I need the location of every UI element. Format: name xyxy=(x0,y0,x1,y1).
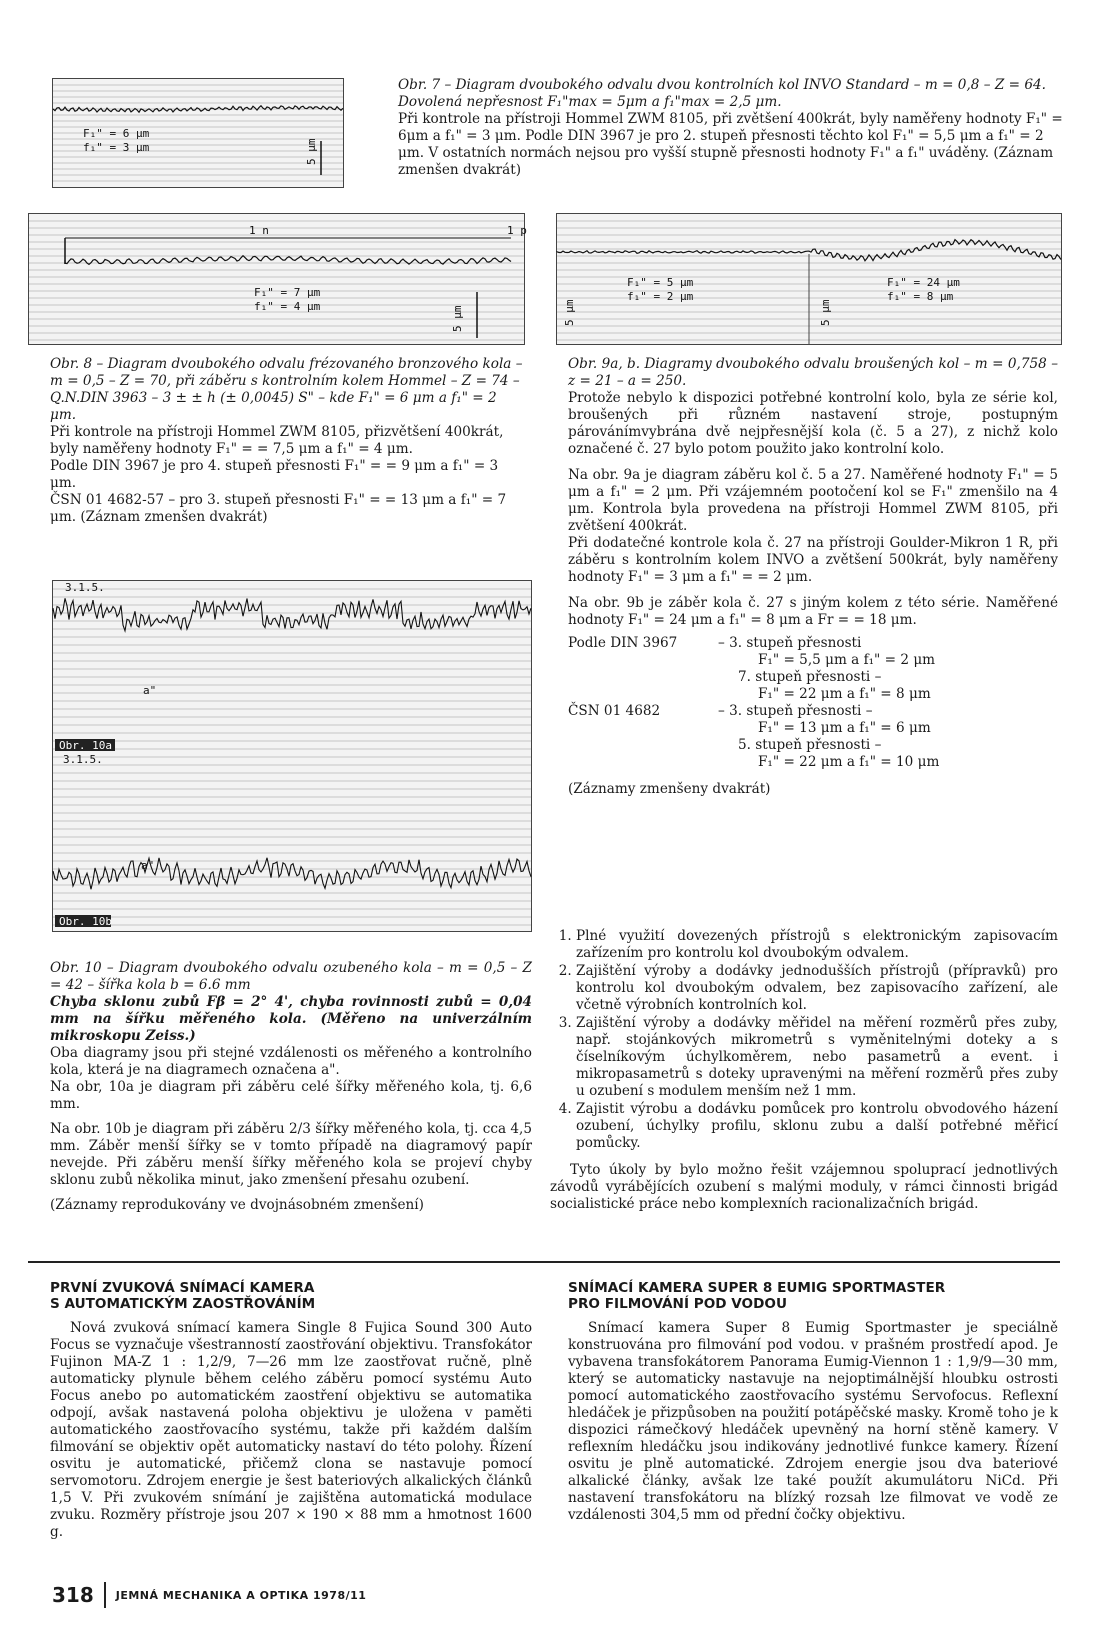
list-item: 1. Plné využití dovezených přístrojů s elektronickým zapisovacím zařízením pro kontrolu kol dvoubokým odvalem. xyxy=(576,928,1058,962)
figure-10b-a-label: a" xyxy=(141,859,155,872)
csn-grade-2-values: F₁" = 22 μm a f₁" = 10 μm xyxy=(758,754,940,770)
figure-9-chart xyxy=(557,214,1061,344)
figure-8-diagram xyxy=(28,213,525,345)
article-2-title-line-1: SNÍMACÍ KAMERA SUPER 8 EUMIG SPORTMASTER xyxy=(568,1280,946,1296)
figure-8-label-fi: F₁" = 7 μm xyxy=(254,286,321,299)
article-1-title-line-1: PRVNÍ ZVUKOVÁ SNÍMACÍ KAMERA xyxy=(50,1280,315,1296)
page-number: 318 xyxy=(52,1583,94,1607)
figure-10-text xyxy=(50,960,532,1214)
csn-grade-1-values: F₁" = 13 μm a f₁" = 6 μm xyxy=(758,720,931,736)
figure-8-caption xyxy=(50,356,525,526)
figure-8-chart xyxy=(29,214,527,344)
article-2-body: Snímací kamera Super 8 Eumig Sportmaster je speciálně konstruována pro filmování pod vodou. v prašném prostředí apod. Je vybavena transfokátorem Panorama Eumig-Viennon 1 : 1,9/9—30 mm, který se automaticky nastavuje na nejoptimálnější hloubku ostrosti pomocí automatického zaostřovacího systému Servofocus. Reflexní hledáček je přizpůsoben na použití potápěčské masky. Kromě toho je k dispozici rámečkový hledáček upevněný na horní stěně kamery. V reflexním hledáčku jsou indikovány jednotlivé funkce kamery. Řízení osvitu je plně automatické. Zdrojem energie jsou dva bateriové alkalické články, avšak lze také použít akumulátoru NiCd. Při nastavení transfokátoru na blízký rozsah lze filmovat ve vodě ze vzdálenosti 304,5 mm od přední čočky objektivu. xyxy=(568,1320,1058,1523)
figure-9-paragraph-2: Na obr. 9a je diagram záběru kol č. 5 a 27. Naměřené hodnoty F₁" = 5 μm a f₁" = 2 μm. Při vzájemném pootočení kol se F₁" zmenšilo na 4 μm. Kontrola byla provedena na přístroji Hommel ZWM 8105, při zvětšení 400krát. xyxy=(568,467,1058,534)
figure-7-label-fi: F₁" = 6 μm xyxy=(83,127,150,140)
recommendations-list xyxy=(550,928,1058,1213)
figure-10-mid-mark: 3.1.5. xyxy=(63,753,103,766)
figure-9-note: (Záznamy zmenšeny dvakrát) xyxy=(568,781,771,797)
csn-label: ČSN 01 4682 xyxy=(568,703,661,719)
article-1 xyxy=(50,1280,532,1541)
figure-8-caption-text-1: Při kontrole na přístroji Hommel ZWM 8105, přizvětšení 400krát, byly naměřeny hodnoty F₁" = = 7,5 μm a f₁" = 4 μm. xyxy=(50,424,504,457)
figure-7-label-fii: f₁" = 3 μm xyxy=(83,141,150,154)
figure-8-caption-text-3: ČSN 01 4682-57 – pro 3. stupeň přesnosti F₁" = = 13 μm a f₁" = 7 μm. (Záznam zmenšen dvakrát) xyxy=(50,492,507,525)
din-grade-1: – 3. stupeň přesnosti xyxy=(718,635,862,651)
article-1-body: Nová zvuková snímací kamera Single 8 Fujica Sound 300 Auto Focus se vyznačuje všestranností zaostřování objektivu. Transfokátor Fujinon MA-Z 1 : 1,2/9, 7—26 mm lze zaostřovat ručně, plně automaticky plynule během celého záběru pomocí systému Auto Focus anebo po automatickém zaostření objektivu se automatika odpojí, avšak nastavená poloha objektivu je uložena v paměti automatického zaostřovacího systému, takže při každém dalším filmování se objektiv opět automaticky nastaví do této polohy. Řízení osvitu je automatické, přičemž clona se nastavuje pomocí servomotoru. Zdrojem energie je šest bateriových alkalických článků 1,5 V. Při zvukovém snímání je zajištěna automatická modulace zvuku. Rozměry přístroje jsou 207 × 190 × 88 mm a hmotnost 1600 g. xyxy=(50,1320,532,1540)
csn-grade-1: – 3. stupeň přesnosti – xyxy=(718,703,873,719)
figure-8-caption-title: Obr. 8 – Diagram dvoubokého odvalu frézovaného bronzového kola – m = 0,5 – Z = 70, při záběru s kontrolním kolem Hommel – Z = 74 – Q.N.DIN 3963 – 3 ± ± h (± 0,0045) S" – kde F₁" = 6 μm a f₁" = 2 μm. xyxy=(50,356,523,423)
figure-8-label-fii: f₁" = 4 μm xyxy=(254,300,321,313)
figure-8-scale: 5 μm xyxy=(451,305,464,332)
figure-9a-scale: 5 μm xyxy=(563,299,576,326)
section-divider xyxy=(28,1261,1060,1263)
figure-10-caption-sub: Chyba sklonu zubů Fβ = 2° 4', chyba rovinnosti zubů = 0,04 mm na šířku měřeného kola. (Měřeno na univerzálním mikroskopu Zeiss.) xyxy=(50,994,532,1044)
figure-9-paragraph-3: Při dodatečné kontrole kola č. 27 na přístroji Goulder-Mikron 1 R, při záběru s kontrolním kolem INVO a zvětšení 500krát, byly naměřeny hodnoty F₁" = 3 μm a f₁" = = 2 μm. xyxy=(568,535,1058,585)
page-footer xyxy=(52,1580,366,1610)
list-item: 3. Zajištění výroby a dodávky měřidel na měření rozměrů přes zuby, např. stojánkových mikrometrů s vyměnitelnými doteky a s číselníkovým úchylkoměrem, nebo pasametrů a event. i mikropasametrů s doteky upravenými na měření rozměrů přes zuby u ozubení s modulem menším než 1 mm. xyxy=(576,1015,1058,1100)
figure-10-paragraph-2: Na obr, 10a je diagram při záběru celé šířky měřeného kola, tj. 6,6 mm. xyxy=(50,1079,532,1112)
figure-9a-label-fi: F₁" = 5 μm xyxy=(627,276,694,289)
figure-10-diagram xyxy=(52,580,532,932)
din-grade-1-values: F₁" = 5,5 μm a f₁" = 2 μm xyxy=(758,652,936,668)
closing-paragraph: Tyto úkoly by bylo možno řešit vzájemnou spoluprací jednotlivých závodů vyrábějících ozubení s malými moduly, v rámci činnosti brigád socialistické práce nebo komplexních racionalizačních brigád. xyxy=(550,1162,1058,1212)
article-2 xyxy=(568,1280,1058,1524)
article-1-title-line-2: S AUTOMATICKÝM ZAOSTŘOVÁNÍM xyxy=(50,1296,316,1312)
list-item: 4. Zajistit výrobu a dodávku pomůcek pro kontrolu obvodového házení ozubení, úchylky profilu, sklonu zubu a další potřebné měřicí pomůcky. xyxy=(576,1101,1058,1152)
figure-9b-label-fii: f₁" = 8 μm xyxy=(887,290,954,303)
csn-grade-2: 5. stupeň přesnosti – xyxy=(738,737,882,753)
figure-10-caption-title: Obr. 10 – Diagram dvoubokého odvalu ozubeného kola – m = 0,5 – Z = 42 – šířka kola b = 6.6 mm xyxy=(50,960,532,993)
figure-7-diagram xyxy=(52,78,344,188)
figure-9-caption-title: Obr. 9a, b. Diagramy dvoubokého odvalu broušených kol – m = 0,758 – z = 21 – a = 250. xyxy=(568,356,1058,389)
din-label: Podle DIN 3967 xyxy=(568,635,678,651)
list-item: 2. Zajištění výroby a dodávky jednodušších přístrojů (přípravků) pro kontrolu kol dvoubokým odvalem, bez zapisovacího zařízení, ale včetně výrobních kontrolních kol. xyxy=(576,963,1058,1014)
article-2-title-line-2: PRO FILMOVÁNÍ POD VODOU xyxy=(568,1296,787,1312)
din-grade-2: 7. stupeň přesnosti – xyxy=(738,669,882,685)
figure-7-scale: 5 μm xyxy=(305,138,318,165)
figure-10-paragraph-4: (Záznamy reprodukovány ve dvojnásobném zmenšení) xyxy=(50,1197,424,1213)
figure-8-label-n: 1 n xyxy=(249,224,269,237)
journal-name: JEMNÁ MECHANIKA A OPTIKA 1978/11 xyxy=(115,1588,367,1602)
figure-7-caption xyxy=(398,77,1066,179)
figure-10-top-mark: 3.1.5. xyxy=(65,581,105,594)
figure-7-caption-text: Při kontrole na přístroji Hommel ZWM 8105, při zvětšení 400krát, byly naměřeny hodnoty F₁" = 6μm a f₁" = 3 μm. Podle DIN 3967 je pro 2. stupeň přesnosti těchto kol F₁" = 5,5 μm a f₁" = 2 μm. V ostatních normách nejsou pro vyšší stupně přesnosti hodnoty F₁" a f₁" uváděny. (Záznam zmenšen dvakrát) xyxy=(398,111,1063,178)
figure-9-text xyxy=(568,356,1058,798)
figure-9-diagram xyxy=(556,213,1062,345)
figure-10-chart xyxy=(53,581,531,931)
figure-9-paragraph-1: Protože nebylo k dispozici potřebné kontrolní kolo, byla ze série kol, broušených při různém nastavení stroje, postupným párovánímvybrána dvě nejpřesnější kola (č. 5 a 27), z nichž kolo označené č. 27 bylo potom použito jako kontrolní kolo. xyxy=(568,390,1058,457)
figure-9b-label-fi: F₁" = 24 μm xyxy=(887,276,960,289)
figure-9b-scale: 5 μm xyxy=(819,299,832,326)
figure-10b-label: Obr. 10b xyxy=(59,915,112,928)
figure-7-chart xyxy=(53,79,343,187)
figure-9a-label-fii: f₁" = 2 μm xyxy=(627,290,694,303)
footer-divider xyxy=(104,1582,106,1608)
din-grade-2-values: F₁" = 22 μm a f₁" = 8 μm xyxy=(758,686,931,702)
figure-10-paragraph-3: Na obr. 10b je diagram při záběru 2/3 šířky měřeného kola, tj. cca 4,5 mm. Záběr menší šířky se v tomto případě na diagramový papír nevejde. Při záběru menší šířky měřeného kola se projeví chyby sklonu zubů několika minut, jako zmenšení přesahu ozubení. xyxy=(50,1121,532,1188)
figure-9-paragraph-4: Na obr. 9b je záběr kola č. 27 s jiným kolem z této série. Naměřené hodnoty F₁" = 24 μm a f₁" = 8 μm a Fr = = 18 μm. xyxy=(568,595,1058,628)
figure-10-paragraph-1: Oba diagramy jsou při stejné vzdálenosti os měřeného a kontrolního kola, která je na diagramech označena a". xyxy=(50,1045,532,1078)
figure-7-caption-title: Obr. 7 – Diagram dvoubokého odvalu dvou kontrolních kol INVO Standard – m = 0,8 – Z = 64. Dovolená nepřesnost F₁"max = 5μm a f₁"max = 2,5 μm. xyxy=(398,77,1046,110)
figure-8-label-p: 1 p xyxy=(507,224,527,237)
figure-8-caption-text-2: Podle DIN 3967 je pro 4. stupeň přesnosti F₁" = = 9 μm a f₁" = 3 μm. xyxy=(50,458,499,491)
precision-table xyxy=(568,635,939,771)
figure-10a-label: Obr. 10a xyxy=(59,739,112,752)
figure-10a-a-label: a" xyxy=(143,684,157,697)
